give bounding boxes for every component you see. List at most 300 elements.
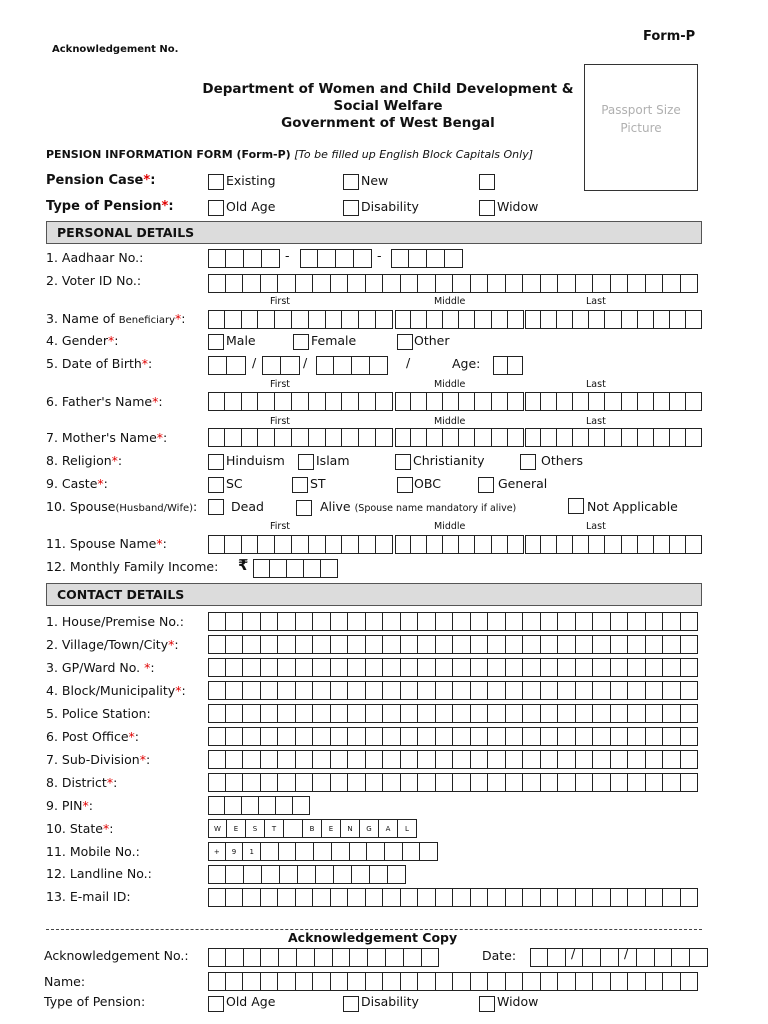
char-box[interactable] — [576, 704, 594, 723]
char-box[interactable] — [541, 727, 559, 746]
char-box[interactable] — [471, 972, 489, 991]
char-box[interactable] — [244, 865, 262, 884]
char-box[interactable] — [326, 310, 343, 329]
ack-no-boxes[interactable] — [208, 948, 439, 967]
char-box[interactable] — [541, 658, 559, 677]
char-box[interactable] — [622, 535, 638, 554]
char-box[interactable] — [593, 704, 611, 723]
char-box[interactable] — [225, 428, 242, 447]
char-box[interactable] — [208, 612, 226, 631]
char-box[interactable] — [681, 773, 699, 792]
char-box[interactable] — [436, 750, 454, 769]
char-box[interactable] — [313, 681, 331, 700]
char-box[interactable] — [395, 428, 411, 447]
char-box[interactable] — [488, 681, 506, 700]
char-box[interactable] — [354, 249, 372, 268]
char-box[interactable] — [663, 658, 681, 677]
char-box[interactable] — [443, 392, 459, 411]
char-box[interactable]: E — [322, 819, 341, 838]
char-box[interactable] — [227, 356, 246, 375]
char-box[interactable] — [261, 750, 279, 769]
char-box[interactable] — [605, 310, 621, 329]
char-box[interactable] — [471, 888, 489, 907]
char-box[interactable] — [443, 428, 459, 447]
char-box[interactable] — [681, 704, 699, 723]
char-box[interactable] — [506, 888, 524, 907]
house-boxes[interactable] — [208, 612, 698, 631]
char-box[interactable] — [628, 681, 646, 700]
char-box[interactable] — [523, 612, 541, 631]
char-box[interactable] — [611, 773, 629, 792]
char-box[interactable] — [492, 310, 508, 329]
mother-last-boxes[interactable] — [525, 428, 702, 447]
char-box[interactable] — [525, 428, 541, 447]
checkbox-christianity[interactable] — [395, 454, 411, 470]
char-box[interactable] — [453, 972, 471, 991]
char-box[interactable] — [593, 658, 611, 677]
char-box[interactable] — [488, 612, 506, 631]
spouse-last-boxes[interactable] — [525, 535, 702, 554]
char-box[interactable] — [670, 310, 686, 329]
checkbox-others[interactable] — [520, 454, 536, 470]
char-box[interactable] — [663, 274, 681, 293]
char-box[interactable] — [681, 727, 699, 746]
char-box[interactable] — [208, 796, 225, 815]
char-box[interactable]: L — [398, 819, 417, 838]
char-box[interactable] — [589, 310, 605, 329]
char-box[interactable] — [278, 274, 296, 293]
char-box[interactable] — [401, 635, 419, 654]
char-box[interactable] — [403, 842, 421, 861]
char-box[interactable] — [242, 535, 259, 554]
char-box[interactable] — [475, 310, 491, 329]
char-box[interactable] — [401, 972, 419, 991]
char-box[interactable] — [348, 704, 366, 723]
ack-checkbox-old-age[interactable] — [208, 996, 224, 1012]
char-box[interactable] — [279, 842, 297, 861]
checkbox-existing[interactable] — [208, 174, 224, 190]
char-box[interactable] — [663, 888, 681, 907]
char-box[interactable] — [385, 842, 403, 861]
beneficiary-middle-boxes[interactable] — [395, 310, 524, 329]
char-box[interactable] — [226, 888, 244, 907]
char-box[interactable] — [541, 635, 559, 654]
char-box[interactable] — [383, 274, 401, 293]
char-box[interactable] — [475, 428, 491, 447]
char-box[interactable] — [348, 773, 366, 792]
char-box[interactable] — [506, 274, 524, 293]
char-box[interactable] — [296, 658, 314, 677]
char-box[interactable] — [508, 392, 524, 411]
char-box[interactable] — [663, 704, 681, 723]
char-box[interactable] — [326, 535, 343, 554]
char-box[interactable] — [558, 704, 576, 723]
block-boxes[interactable] — [208, 681, 698, 700]
dob-month-boxes[interactable] — [262, 356, 300, 375]
char-box[interactable] — [541, 888, 559, 907]
char-box[interactable] — [226, 681, 244, 700]
char-box[interactable] — [593, 274, 611, 293]
char-box[interactable] — [278, 635, 296, 654]
char-box[interactable] — [262, 356, 281, 375]
char-box[interactable] — [226, 612, 244, 631]
char-box[interactable] — [366, 704, 384, 723]
char-box[interactable] — [681, 888, 699, 907]
char-box[interactable]: G — [360, 819, 379, 838]
char-box[interactable] — [471, 704, 489, 723]
char-box[interactable] — [383, 888, 401, 907]
char-box[interactable] — [436, 727, 454, 746]
char-box[interactable] — [576, 727, 594, 746]
char-box[interactable] — [541, 750, 559, 769]
char-box[interactable] — [523, 658, 541, 677]
char-box[interactable] — [663, 727, 681, 746]
char-box[interactable] — [488, 635, 506, 654]
char-box[interactable] — [278, 888, 296, 907]
char-box[interactable] — [243, 888, 261, 907]
char-box[interactable] — [453, 750, 471, 769]
char-box[interactable] — [558, 635, 576, 654]
mother-middle-boxes[interactable] — [395, 428, 524, 447]
char-box[interactable] — [646, 612, 664, 631]
char-box[interactable] — [342, 310, 359, 329]
char-box[interactable] — [654, 392, 670, 411]
char-box[interactable] — [388, 865, 406, 884]
char-box[interactable] — [686, 310, 702, 329]
char-box[interactable] — [663, 773, 681, 792]
char-box[interactable] — [436, 658, 454, 677]
char-box[interactable]: W — [208, 819, 227, 838]
char-box[interactable] — [208, 750, 226, 769]
char-box[interactable] — [226, 249, 244, 268]
beneficiary-first-boxes[interactable] — [208, 310, 393, 329]
char-box[interactable] — [352, 356, 370, 375]
char-box[interactable] — [359, 310, 376, 329]
char-box[interactable] — [243, 773, 261, 792]
char-box[interactable] — [300, 249, 318, 268]
char-box[interactable] — [523, 727, 541, 746]
char-box[interactable] — [506, 750, 524, 769]
char-box[interactable] — [243, 727, 261, 746]
char-box[interactable] — [611, 704, 629, 723]
char-box[interactable] — [654, 310, 670, 329]
char-box[interactable] — [304, 559, 321, 578]
char-box[interactable] — [418, 888, 436, 907]
char-box[interactable] — [436, 888, 454, 907]
char-box[interactable] — [488, 972, 506, 991]
char-box[interactable] — [576, 274, 594, 293]
char-box[interactable] — [313, 750, 331, 769]
char-box[interactable] — [309, 428, 326, 447]
char-box[interactable] — [475, 535, 491, 554]
char-box[interactable] — [670, 428, 686, 447]
char-box[interactable] — [226, 274, 244, 293]
char-box[interactable] — [296, 972, 314, 991]
char-box[interactable] — [670, 535, 686, 554]
char-box[interactable] — [208, 773, 226, 792]
char-box[interactable] — [208, 865, 226, 884]
char-box[interactable] — [261, 612, 279, 631]
char-box[interactable] — [646, 773, 664, 792]
char-box[interactable] — [622, 428, 638, 447]
char-box[interactable] — [576, 750, 594, 769]
char-box[interactable] — [331, 612, 349, 631]
char-box[interactable] — [493, 356, 508, 375]
char-box[interactable] — [557, 392, 573, 411]
char-box[interactable] — [208, 635, 226, 654]
char-box[interactable] — [427, 535, 443, 554]
char-box[interactable] — [359, 392, 376, 411]
char-box[interactable] — [488, 704, 506, 723]
char-box[interactable] — [646, 681, 664, 700]
char-box[interactable] — [611, 727, 629, 746]
char-box[interactable] — [383, 612, 401, 631]
char-box[interactable] — [275, 310, 292, 329]
checkbox-hinduism[interactable] — [208, 454, 224, 470]
char-box[interactable] — [525, 535, 541, 554]
char-box[interactable] — [663, 612, 681, 631]
char-box[interactable] — [350, 948, 368, 967]
char-box[interactable] — [243, 274, 261, 293]
char-box[interactable] — [628, 750, 646, 769]
char-box[interactable] — [418, 750, 436, 769]
gp-ward-boxes[interactable] — [208, 658, 698, 677]
char-box[interactable] — [315, 948, 333, 967]
char-box[interactable] — [242, 796, 259, 815]
char-box[interactable] — [418, 681, 436, 700]
char-box[interactable] — [366, 681, 384, 700]
checkbox-obc[interactable] — [397, 477, 413, 493]
char-box[interactable] — [316, 356, 334, 375]
char-box[interactable] — [506, 727, 524, 746]
pin-boxes[interactable] — [208, 796, 310, 815]
char-box[interactable] — [622, 392, 638, 411]
char-box[interactable] — [593, 750, 611, 769]
char-box[interactable] — [242, 392, 259, 411]
char-box[interactable] — [646, 727, 664, 746]
char-box[interactable] — [313, 635, 331, 654]
char-box[interactable] — [508, 535, 524, 554]
char-box[interactable] — [383, 773, 401, 792]
char-box[interactable] — [646, 635, 664, 654]
char-box[interactable] — [418, 972, 436, 991]
char-box[interactable] — [366, 888, 384, 907]
char-box[interactable] — [605, 392, 621, 411]
char-box[interactable] — [436, 972, 454, 991]
char-box[interactable] — [558, 888, 576, 907]
char-box[interactable] — [663, 635, 681, 654]
char-box[interactable] — [366, 972, 384, 991]
char-box[interactable] — [593, 635, 611, 654]
char-box[interactable] — [401, 704, 419, 723]
char-box[interactable] — [638, 392, 654, 411]
char-box[interactable] — [334, 356, 352, 375]
char-box[interactable] — [436, 635, 454, 654]
char-box[interactable] — [681, 972, 699, 991]
char-box[interactable] — [366, 658, 384, 677]
dob-year-boxes[interactable] — [316, 356, 388, 375]
char-box[interactable] — [506, 658, 524, 677]
char-box[interactable] — [292, 535, 309, 554]
char-box[interactable] — [226, 865, 244, 884]
district-boxes[interactable] — [208, 773, 698, 792]
char-box[interactable] — [589, 428, 605, 447]
char-box[interactable] — [313, 773, 331, 792]
char-box[interactable] — [401, 773, 419, 792]
char-box[interactable] — [506, 635, 524, 654]
char-box[interactable] — [523, 750, 541, 769]
char-box[interactable] — [443, 535, 459, 554]
char-box[interactable] — [638, 535, 654, 554]
char-box[interactable] — [243, 658, 261, 677]
char-box[interactable] — [459, 535, 475, 554]
char-box[interactable]: 9 — [226, 842, 244, 861]
village-boxes[interactable] — [208, 635, 698, 654]
char-box[interactable] — [663, 681, 681, 700]
char-box[interactable] — [225, 310, 242, 329]
char-box[interactable] — [275, 535, 292, 554]
char-box[interactable] — [573, 392, 589, 411]
char-box[interactable] — [208, 948, 226, 967]
char-box[interactable] — [422, 948, 440, 967]
char-box[interactable] — [670, 392, 686, 411]
char-box[interactable] — [292, 428, 309, 447]
char-box[interactable] — [391, 249, 409, 268]
char-box[interactable] — [296, 704, 314, 723]
char-box[interactable] — [593, 612, 611, 631]
char-box[interactable] — [436, 773, 454, 792]
char-box[interactable] — [276, 796, 293, 815]
char-box[interactable] — [225, 535, 242, 554]
char-box[interactable] — [287, 559, 304, 578]
char-box[interactable] — [611, 750, 629, 769]
char-box[interactable] — [409, 249, 427, 268]
char-box[interactable] — [326, 392, 343, 411]
checkbox-male[interactable] — [208, 334, 224, 350]
char-box[interactable] — [258, 428, 275, 447]
checkbox-st[interactable] — [292, 477, 308, 493]
char-box[interactable] — [395, 535, 411, 554]
char-box[interactable] — [593, 972, 611, 991]
char-box[interactable] — [275, 428, 292, 447]
state-boxes[interactable] — [208, 819, 417, 838]
char-box[interactable] — [654, 428, 670, 447]
police-boxes[interactable] — [208, 704, 698, 723]
char-box[interactable] — [350, 842, 368, 861]
char-box[interactable] — [331, 635, 349, 654]
char-box[interactable] — [576, 972, 594, 991]
char-box[interactable] — [226, 727, 244, 746]
char-box[interactable] — [261, 727, 279, 746]
char-box[interactable] — [296, 750, 314, 769]
char-box[interactable] — [445, 249, 463, 268]
mobile-boxes[interactable] — [208, 842, 438, 861]
char-box[interactable] — [261, 681, 279, 700]
char-box[interactable] — [296, 274, 314, 293]
char-box[interactable] — [226, 773, 244, 792]
char-box[interactable] — [611, 972, 629, 991]
char-box[interactable] — [401, 658, 419, 677]
char-box[interactable] — [261, 888, 279, 907]
char-box[interactable] — [611, 612, 629, 631]
char-box[interactable] — [418, 773, 436, 792]
ack-date-boxes[interactable] — [530, 948, 708, 967]
char-box[interactable] — [663, 972, 681, 991]
char-box[interactable] — [262, 865, 280, 884]
char-box[interactable] — [557, 535, 573, 554]
char-box[interactable] — [208, 428, 225, 447]
char-box[interactable] — [418, 704, 436, 723]
char-box[interactable] — [508, 310, 524, 329]
char-box[interactable] — [293, 796, 310, 815]
char-box[interactable] — [292, 392, 309, 411]
char-box[interactable] — [681, 612, 699, 631]
char-box[interactable] — [638, 428, 654, 447]
char-box[interactable] — [558, 750, 576, 769]
char-box[interactable] — [401, 681, 419, 700]
aadhaar-boxes-3[interactable] — [391, 249, 463, 268]
char-box[interactable] — [208, 249, 226, 268]
char-box[interactable] — [488, 888, 506, 907]
char-box[interactable] — [284, 819, 303, 838]
char-box[interactable] — [471, 727, 489, 746]
char-box[interactable] — [646, 888, 664, 907]
checkbox-alive[interactable] — [296, 500, 312, 516]
char-box[interactable] — [471, 658, 489, 677]
char-box[interactable] — [352, 865, 370, 884]
char-box[interactable] — [342, 428, 359, 447]
char-box[interactable] — [459, 310, 475, 329]
char-box[interactable] — [427, 392, 443, 411]
char-box[interactable] — [453, 888, 471, 907]
char-box[interactable]: B — [303, 819, 322, 838]
char-box[interactable] — [208, 274, 226, 293]
char-box[interactable] — [313, 658, 331, 677]
char-box[interactable] — [297, 948, 315, 967]
char-box[interactable] — [471, 635, 489, 654]
char-box[interactable] — [557, 428, 573, 447]
char-box[interactable] — [244, 948, 262, 967]
char-box[interactable] — [334, 865, 352, 884]
char-box[interactable] — [558, 972, 576, 991]
char-box[interactable]: + — [208, 842, 226, 861]
aadhaar-boxes-2[interactable] — [300, 249, 372, 268]
char-box[interactable] — [601, 948, 619, 967]
char-box[interactable] — [576, 681, 594, 700]
char-box[interactable] — [261, 972, 279, 991]
char-box[interactable] — [261, 948, 279, 967]
char-box[interactable] — [541, 704, 559, 723]
char-box[interactable] — [366, 773, 384, 792]
char-box[interactable] — [401, 274, 419, 293]
char-box[interactable] — [359, 428, 376, 447]
char-box[interactable] — [418, 635, 436, 654]
char-box[interactable]: S — [246, 819, 265, 838]
char-box[interactable] — [488, 750, 506, 769]
char-box[interactable] — [208, 392, 225, 411]
char-box[interactable] — [253, 559, 270, 578]
char-box[interactable] — [646, 704, 664, 723]
spouse-middle-boxes[interactable] — [395, 535, 524, 554]
char-box[interactable] — [367, 842, 385, 861]
char-box[interactable] — [681, 750, 699, 769]
char-box[interactable] — [296, 681, 314, 700]
char-box[interactable] — [321, 559, 338, 578]
father-middle-boxes[interactable] — [395, 392, 524, 411]
char-box[interactable] — [681, 274, 699, 293]
char-box[interactable] — [637, 948, 655, 967]
char-box[interactable] — [383, 681, 401, 700]
